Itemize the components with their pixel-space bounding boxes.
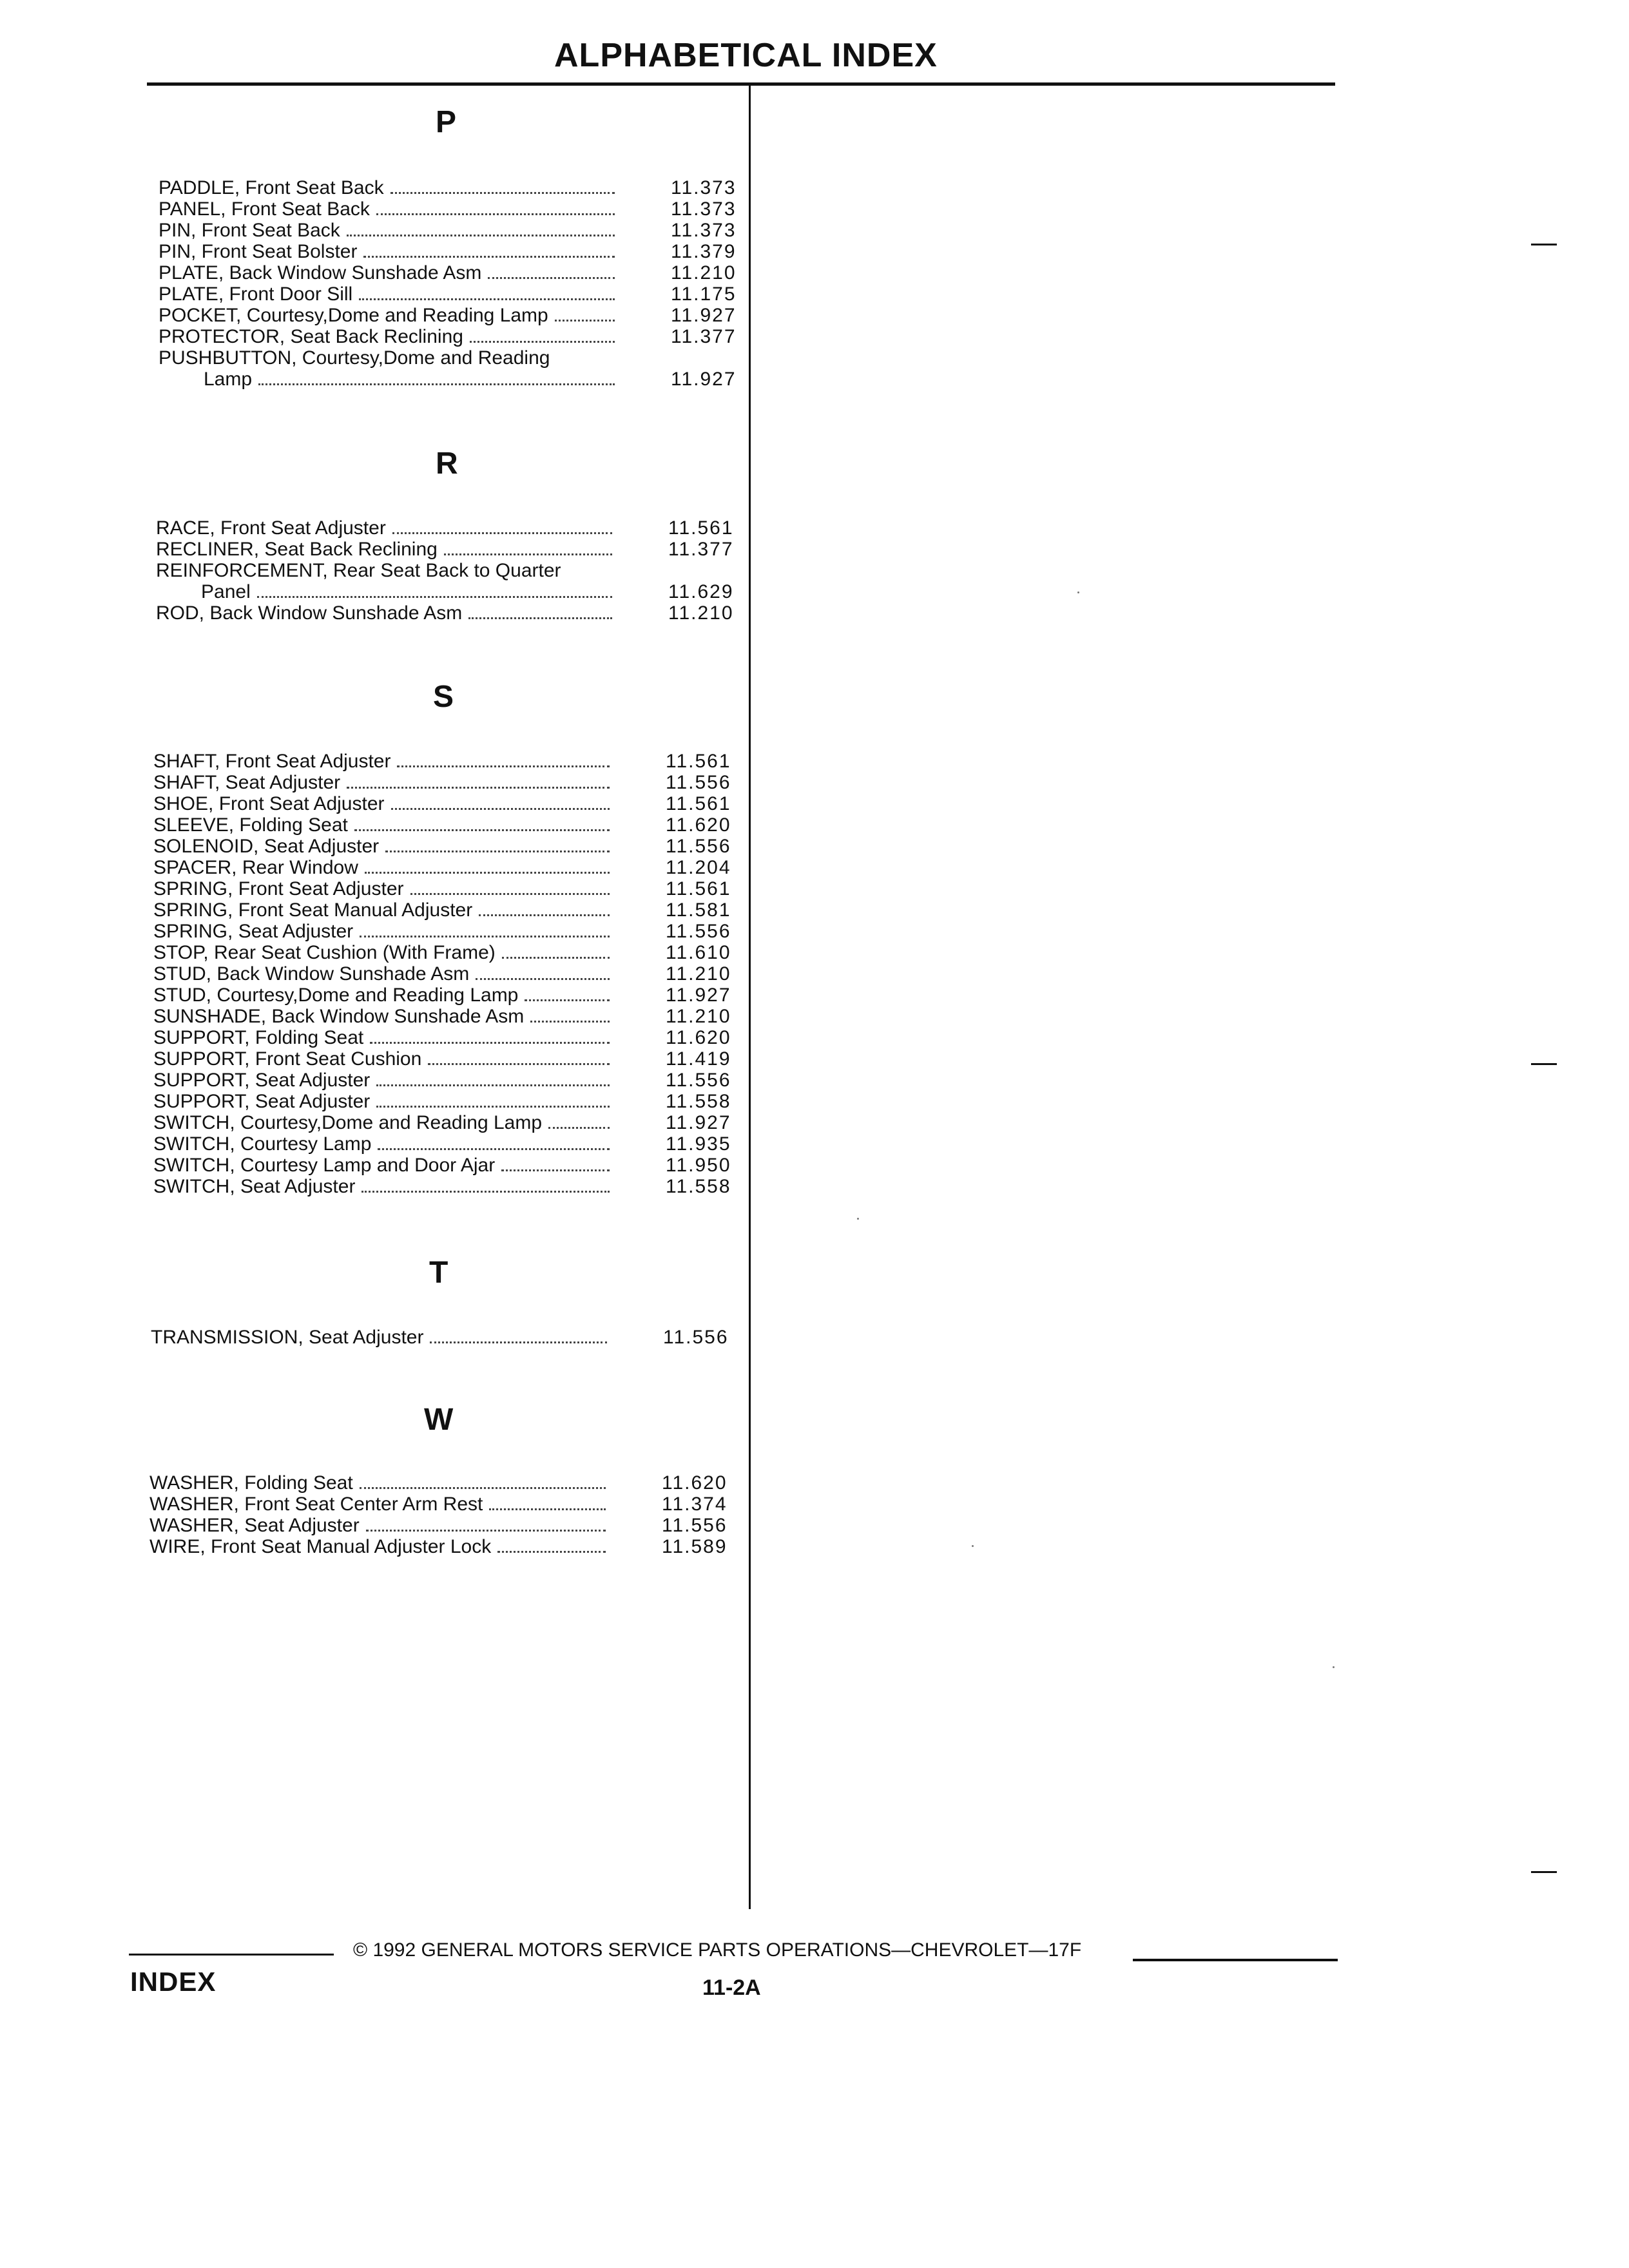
entry-term: REINFORCEMENT, Rear Seat Back to Quarter bbox=[156, 560, 561, 581]
page-title: ALPHABETICAL INDEX bbox=[554, 37, 938, 74]
index-entry bbox=[159, 305, 751, 326]
entry-page: 11.927 bbox=[671, 305, 737, 326]
entry-term: SHOE, Front Seat Adjuster bbox=[153, 793, 385, 814]
index-entry bbox=[151, 1327, 744, 1348]
entry-term: RACE, Front Seat Adjuster bbox=[156, 517, 386, 539]
entry-term: POCKET, Courtesy,Dome and Reading Lamp bbox=[159, 305, 548, 326]
scan-speck bbox=[857, 1218, 859, 1220]
footer-copyright: © 1992 GENERAL MOTORS SERVICE PARTS OPERATIONS—CHEVROLET—17F bbox=[353, 1939, 1082, 1961]
entry-page: 11.377 bbox=[671, 326, 737, 347]
entry-page: 11.210 bbox=[671, 262, 737, 284]
dot-leader bbox=[548, 1127, 610, 1129]
index-entry bbox=[156, 603, 749, 624]
entry-term: SPRING, Seat Adjuster bbox=[153, 921, 354, 942]
index-entry bbox=[153, 858, 746, 878]
entry-page: 11.175 bbox=[671, 284, 737, 305]
index-entry bbox=[153, 943, 746, 963]
index-entry bbox=[153, 1155, 746, 1176]
dot-leader bbox=[361, 1191, 610, 1193]
dot-leader bbox=[365, 872, 610, 874]
entry-page: 11.373 bbox=[671, 198, 737, 220]
scan-speck bbox=[1077, 591, 1079, 593]
entry-term: STOP, Rear Seat Cushion (With Frame) bbox=[153, 942, 496, 963]
entry-term: SUPPORT, Front Seat Cushion bbox=[153, 1048, 422, 1070]
entry-term: SWITCH, Courtesy,Dome and Reading Lamp bbox=[153, 1112, 543, 1133]
entry-page: 11.379 bbox=[671, 241, 737, 262]
entry-term: ROD, Back Window Sunshade Asm bbox=[156, 602, 463, 624]
dot-leader bbox=[376, 213, 615, 215]
entry-term: SWITCH, Seat Adjuster bbox=[153, 1176, 356, 1197]
dot-leader bbox=[360, 1487, 606, 1489]
dot-leader bbox=[385, 850, 610, 852]
entry-page: 11.561 bbox=[666, 751, 731, 772]
index-entry bbox=[159, 284, 751, 305]
footer-section-label: INDEX bbox=[130, 1966, 217, 1997]
index-entry bbox=[159, 263, 751, 284]
index-entry bbox=[156, 539, 749, 560]
entry-page: 11.556 bbox=[666, 772, 731, 793]
entry-term-continuation: Panel bbox=[201, 581, 251, 602]
scan-speck bbox=[972, 1545, 974, 1547]
section-letter: R bbox=[436, 447, 458, 481]
dot-leader bbox=[501, 1169, 610, 1171]
entry-page: 11.210 bbox=[666, 1006, 731, 1027]
index-entry bbox=[153, 794, 746, 814]
entry-page: 11.950 bbox=[666, 1155, 731, 1176]
index-entry bbox=[153, 751, 746, 772]
index-entry bbox=[153, 900, 746, 921]
dot-leader bbox=[378, 1148, 610, 1150]
index-entry bbox=[153, 773, 746, 793]
dot-leader bbox=[476, 978, 610, 980]
dot-leader bbox=[363, 256, 615, 258]
dot-leader bbox=[257, 596, 612, 598]
dot-leader bbox=[390, 192, 615, 194]
dot-leader bbox=[444, 553, 612, 555]
entry-term: PUSHBUTTON, Courtesy,Dome and Reading bbox=[159, 347, 550, 369]
entry-page: 11.589 bbox=[662, 1536, 728, 1557]
index-entry bbox=[153, 985, 746, 1006]
section-letter: S bbox=[433, 680, 454, 714]
entry-term: SPRING, Front Seat Adjuster bbox=[153, 878, 404, 899]
entry-page: 11.561 bbox=[666, 878, 731, 899]
footer-rule-left bbox=[129, 1954, 334, 1956]
dot-leader bbox=[497, 1551, 606, 1553]
dot-leader bbox=[489, 1508, 606, 1510]
dot-leader bbox=[397, 765, 610, 767]
entry-page: 11.927 bbox=[666, 1112, 731, 1133]
dot-leader bbox=[470, 341, 615, 343]
entry-page: 11.620 bbox=[666, 814, 731, 836]
dot-leader bbox=[347, 787, 610, 789]
entry-page: 11.556 bbox=[663, 1327, 729, 1348]
index-entry bbox=[149, 1494, 742, 1515]
entry-term: SHAFT, Front Seat Adjuster bbox=[153, 751, 391, 772]
index-entry bbox=[153, 1049, 746, 1070]
entry-term: STUD, Courtesy,Dome and Reading Lamp bbox=[153, 985, 519, 1006]
footer-rule-right bbox=[1133, 1959, 1338, 1961]
index-entry bbox=[153, 1028, 746, 1048]
entry-page: 11.373 bbox=[671, 177, 737, 198]
index-entry bbox=[159, 178, 751, 198]
dot-leader bbox=[392, 532, 612, 534]
entry-term: SUPPORT, Folding Seat bbox=[153, 1027, 364, 1048]
entry-term: SLEEVE, Folding Seat bbox=[153, 814, 348, 836]
entry-page: 11.374 bbox=[662, 1494, 728, 1515]
margin-mark bbox=[1531, 244, 1557, 245]
entry-page: 11.927 bbox=[666, 985, 731, 1006]
entry-page: 11.556 bbox=[666, 1070, 731, 1091]
index-entry bbox=[153, 1070, 746, 1091]
entry-term: SWITCH, Courtesy Lamp bbox=[153, 1133, 372, 1155]
dot-leader bbox=[376, 1084, 610, 1086]
entry-page: 11.210 bbox=[666, 963, 731, 985]
entry-term: PIN, Front Seat Bolster bbox=[159, 241, 358, 262]
index-entry bbox=[153, 1091, 746, 1112]
entry-term: PIN, Front Seat Back bbox=[159, 220, 340, 241]
entry-page: 11.561 bbox=[666, 793, 731, 814]
section-letter: T bbox=[429, 1256, 448, 1290]
dot-leader bbox=[360, 936, 610, 937]
dot-leader bbox=[376, 1106, 610, 1108]
entry-term: PLATE, Back Window Sunshade Asm bbox=[159, 262, 482, 284]
index-entry bbox=[153, 879, 746, 899]
entry-term: WIRE, Front Seat Manual Adjuster Lock bbox=[149, 1536, 492, 1557]
dot-leader bbox=[488, 277, 615, 279]
entry-page: 11.204 bbox=[666, 857, 731, 878]
entry-term: PANEL, Front Seat Back bbox=[159, 198, 370, 220]
entry-page: 11.556 bbox=[662, 1515, 728, 1536]
entry-page: 11.558 bbox=[666, 1176, 731, 1197]
page-number: 11-2A bbox=[702, 1975, 761, 2000]
entry-page: 11.927 bbox=[671, 369, 737, 390]
entry-page: 11.558 bbox=[666, 1091, 731, 1112]
index-entry bbox=[153, 1006, 746, 1027]
entry-term: SPACER, Rear Window bbox=[153, 857, 358, 878]
entry-term: RECLINER, Seat Back Reclining bbox=[156, 539, 438, 560]
index-entry bbox=[156, 561, 749, 603]
entry-term: PADDLE, Front Seat Back bbox=[159, 177, 384, 198]
entry-term: STUD, Back Window Sunshade Asm bbox=[153, 963, 470, 985]
index-entry bbox=[149, 1537, 742, 1557]
margin-mark bbox=[1531, 1063, 1557, 1065]
margin-mark bbox=[1531, 1871, 1557, 1873]
index-entry bbox=[153, 1113, 746, 1133]
dot-leader bbox=[410, 893, 610, 895]
entry-page: 11.561 bbox=[668, 517, 734, 539]
entry-page: 11.419 bbox=[666, 1048, 731, 1070]
header-rule bbox=[147, 82, 1335, 86]
index-entry bbox=[159, 242, 751, 262]
section-letter: P bbox=[436, 105, 457, 139]
entry-term: WASHER, Front Seat Center Arm Rest bbox=[149, 1494, 483, 1515]
entry-page: 11.620 bbox=[666, 1027, 731, 1048]
dot-leader bbox=[366, 1530, 606, 1532]
entry-term: WASHER, Folding Seat bbox=[149, 1472, 353, 1494]
entry-page: 11.373 bbox=[671, 220, 737, 241]
entry-term: PROTECTOR, Seat Back Reclining bbox=[159, 326, 463, 347]
index-entry bbox=[153, 1134, 746, 1155]
entry-page: 11.629 bbox=[668, 581, 734, 602]
index-entry bbox=[159, 327, 751, 347]
entry-term: SUPPORT, Seat Adjuster bbox=[153, 1091, 371, 1112]
entry-term-continuation: Lamp bbox=[204, 369, 253, 390]
entry-term: SHAFT, Seat Adjuster bbox=[153, 772, 341, 793]
scan-speck bbox=[1333, 1666, 1335, 1668]
dot-leader bbox=[468, 617, 612, 619]
index-entry bbox=[159, 348, 751, 390]
entry-term: WASHER, Seat Adjuster bbox=[149, 1515, 360, 1536]
entry-page: 11.377 bbox=[668, 539, 734, 560]
dot-leader bbox=[479, 914, 610, 916]
entry-term: TRANSMISSION, Seat Adjuster bbox=[151, 1327, 424, 1348]
index-entry bbox=[159, 199, 751, 220]
index-entry bbox=[149, 1515, 742, 1536]
index-entry bbox=[153, 921, 746, 942]
dot-leader bbox=[530, 1021, 610, 1023]
entry-term: PLATE, Front Door Sill bbox=[159, 284, 353, 305]
dot-leader bbox=[359, 298, 615, 300]
dot-leader bbox=[258, 383, 615, 385]
dot-leader bbox=[525, 999, 610, 1001]
index-entry bbox=[153, 1177, 746, 1197]
entry-page: 11.935 bbox=[666, 1133, 731, 1155]
section-letter: W bbox=[424, 1403, 454, 1437]
entry-term: SWITCH, Courtesy Lamp and Door Ajar bbox=[153, 1155, 496, 1176]
entry-page: 11.581 bbox=[666, 899, 731, 921]
dot-leader bbox=[428, 1063, 610, 1065]
entry-term: SUNSHADE, Back Window Sunshade Asm bbox=[153, 1006, 525, 1027]
dot-leader bbox=[502, 957, 610, 959]
entry-page: 11.210 bbox=[668, 602, 734, 624]
entry-term: SOLENOID, Seat Adjuster bbox=[153, 836, 380, 857]
dot-leader bbox=[347, 235, 615, 236]
entry-page: 11.556 bbox=[666, 836, 731, 857]
dot-leader bbox=[555, 320, 615, 322]
entry-term: SPRING, Front Seat Manual Adjuster bbox=[153, 899, 473, 921]
index-entry bbox=[156, 518, 749, 539]
index-entry bbox=[153, 836, 746, 857]
dot-leader bbox=[354, 829, 610, 831]
entry-page: 11.620 bbox=[662, 1472, 728, 1494]
entry-page: 11.610 bbox=[666, 942, 731, 963]
index-entry bbox=[153, 815, 746, 836]
index-entry bbox=[159, 220, 751, 241]
dot-leader bbox=[430, 1341, 607, 1343]
dot-leader bbox=[370, 1042, 610, 1044]
index-entry bbox=[153, 964, 746, 985]
entry-term: SUPPORT, Seat Adjuster bbox=[153, 1070, 371, 1091]
index-entry bbox=[149, 1473, 742, 1494]
dot-leader bbox=[391, 808, 610, 810]
entry-page: 11.556 bbox=[666, 921, 731, 942]
